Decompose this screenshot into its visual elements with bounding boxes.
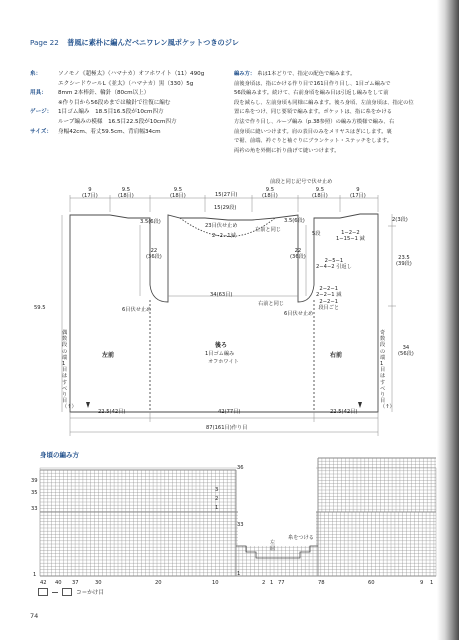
dim-top-3: 9.5 (18目) xyxy=(170,187,186,200)
chart-title: 身頃の編み方 xyxy=(40,451,79,459)
col-label: 60 xyxy=(368,580,375,586)
legend-dash-icon xyxy=(52,592,58,593)
col-label: 9 xyxy=(420,580,424,586)
back-label: 後ろ xyxy=(215,342,228,349)
col-label: 10 xyxy=(212,580,219,586)
instructions-key: 編み方： xyxy=(234,71,256,77)
dim-top-5: 9.5 (18目) xyxy=(262,187,278,200)
row-label: 35 xyxy=(31,490,38,496)
bottom-total-width: 87(161目)作り目 xyxy=(206,425,248,431)
instructions-line: 両衿の角を外側に折り曲げて縫いつけます。 xyxy=(234,147,340,154)
same-as-left: 左前と同じ xyxy=(255,227,281,233)
chart-mark: 1 xyxy=(215,505,219,511)
right-upper-height: 23.5 (39段) xyxy=(396,255,412,268)
materials-line: ソノモノ《超極太》（ハマナカ）オフホワイト（11）490g xyxy=(58,71,205,77)
legend-label: コ＝かけ目 xyxy=(76,590,104,596)
instructions-text: 糸は1本どりで、指定の配色で編みます。 xyxy=(257,71,356,77)
col-label: 77 xyxy=(278,580,285,586)
right-lower-height: 34 (56段) xyxy=(398,345,414,358)
col-label: 30 xyxy=(95,580,102,586)
col-label: 37 xyxy=(72,580,79,586)
col-label: 40 xyxy=(55,580,62,586)
instructions-line: 段を減らし、左前身頃も同様に編みます。後ろ身頃、左前身頃は、指定の位 xyxy=(234,99,414,106)
dim-top-7: 9 (17目) xyxy=(350,187,366,200)
chart-mark: 2 xyxy=(215,496,219,502)
neck-cast-off: 23目伏せ止め xyxy=(205,223,238,229)
top-note: 前段と同じ記号で伏せ止め xyxy=(270,179,333,185)
materials-line: エクシードウールL《並太》（ハマナカ）黒（330）5g xyxy=(58,80,194,87)
row-label-right: 1 xyxy=(237,571,241,577)
bottom-left-width: 22.5(42目) xyxy=(98,409,126,415)
page-number: 74 xyxy=(30,612,39,620)
right-decrease-1: 1−2−2 1−15−1 減 xyxy=(336,230,365,243)
dim-top-6: 9.5 (18目) xyxy=(312,187,328,200)
col-label: 78 xyxy=(318,580,325,586)
dim-top-2: 9.5 (18目) xyxy=(118,187,134,200)
neck-decrease: 2−2−1減 xyxy=(212,233,236,239)
bottom-right-width: 22.5(42目) xyxy=(330,409,358,415)
instructions-line: 方法で作り目し、ループ編み（p.38参照）の編み方模様で編み、右 xyxy=(234,118,395,125)
armhole-right-height: 22 (36段) xyxy=(290,248,306,261)
col-label: 42 xyxy=(40,580,47,586)
back-sub-2: オフホワイト xyxy=(208,359,239,365)
right-short-rows: 2−5−1 2−4−2 引返し xyxy=(316,258,352,271)
right-slip-note: 奇数段の端1目はすべり目（↑） xyxy=(380,330,395,411)
instructions-line: で裾、前端、衿ぐりと袖ぐりにブランケット・ステッチをします。 xyxy=(234,138,393,145)
armhole-steps xyxy=(236,546,318,558)
row-label-right: 33 xyxy=(237,522,244,528)
row-label: 1 xyxy=(33,572,37,578)
materials-line: ※作り目から56段めまでは輪針で往復に編む xyxy=(58,99,171,106)
row-label-right: 36 xyxy=(237,465,244,471)
instructions-line: 前身頃に縫いつけます。肩の表目のみをメリヤスはぎにします。裏 xyxy=(234,128,392,135)
dim-top-4: 15(27目) xyxy=(215,192,238,198)
col-label: 20 xyxy=(155,580,162,586)
legend-box-icon xyxy=(62,588,72,596)
shoulder-left: 3.5(6段) xyxy=(140,219,161,225)
neck-note: 15(29段) xyxy=(214,205,237,211)
dim-top-1: 9 (17目) xyxy=(82,187,98,200)
top-right-dim: 2(3段) xyxy=(392,217,408,223)
cast-off-left: 6目伏せ止め xyxy=(122,307,152,313)
bottom-middle-width: 42(77目) xyxy=(218,409,241,415)
row-label: 33 xyxy=(31,506,38,512)
materials-key: サイズ： xyxy=(30,128,52,135)
armhole-left-height: 22 (36段) xyxy=(146,248,162,261)
back-sub-1: 1目ゴム編み xyxy=(205,351,235,357)
materials-line: 8mm 2本棒針、輪針（80cm以上） xyxy=(58,90,150,97)
materials-line: ループ編みの模様 16.5目22.5段が10cm四方 xyxy=(58,118,177,125)
row-label: 39 xyxy=(31,478,38,484)
instructions-line: 前後身頃は、指にかける作り目で161目作り目し、1目ゴム編みで xyxy=(234,80,391,87)
right-5-rows: 5段 xyxy=(312,231,321,237)
total-height: 59.5 xyxy=(34,305,46,311)
materials-key: 糸： xyxy=(30,71,42,77)
chart-mark: 3 xyxy=(215,487,219,493)
col-label: 1 xyxy=(430,580,434,586)
armhole-gap xyxy=(238,458,316,546)
cast-off-right: 6目伏せ止め xyxy=(284,311,314,317)
materials-key: 用具： xyxy=(30,90,47,97)
shoulder-right: 3.5(6段) xyxy=(284,218,305,224)
instructions-line: 置に糸をつけ、同じ要領で編みます。ポケットは、指に糸をかける xyxy=(234,109,393,116)
instructions-line: 56段編みます。続けて、右前身頃を編み目は引返し編みをして前 xyxy=(234,90,389,97)
materials-line: 1目ゴム編み 18.5目16.5段が10cm四方 xyxy=(58,109,164,116)
left-slip-note: 偶数段の端1目はすべり目（↑） xyxy=(62,330,77,411)
mid-width: 34(63目) xyxy=(210,292,233,298)
legend-box-icon xyxy=(38,588,48,596)
right-front-label: 右前 xyxy=(330,352,343,359)
page-title: 普風に素朴に編んだベニワレン風ポケットつきのジレ xyxy=(67,38,239,47)
materials-line: 身幅42cm、着丈59.5cm、背肩幅34cm xyxy=(58,128,161,135)
same-as-right: 右前と同じ xyxy=(258,301,284,307)
right-decrease-3: 2−2−1 2−2−1 減 2−2−1 段目ごと xyxy=(316,286,342,312)
left-front-label: 左前 xyxy=(102,352,115,359)
col-label: 2 xyxy=(262,580,266,586)
col-label: 1 xyxy=(270,580,274,586)
chart-legend xyxy=(38,588,104,596)
materials-key: ゲージ： xyxy=(30,109,53,116)
chart-annot-1: 左屈 xyxy=(270,540,276,552)
chart-annot-2: 糸をつける xyxy=(288,535,314,541)
page-label: Page 22 xyxy=(30,38,59,47)
